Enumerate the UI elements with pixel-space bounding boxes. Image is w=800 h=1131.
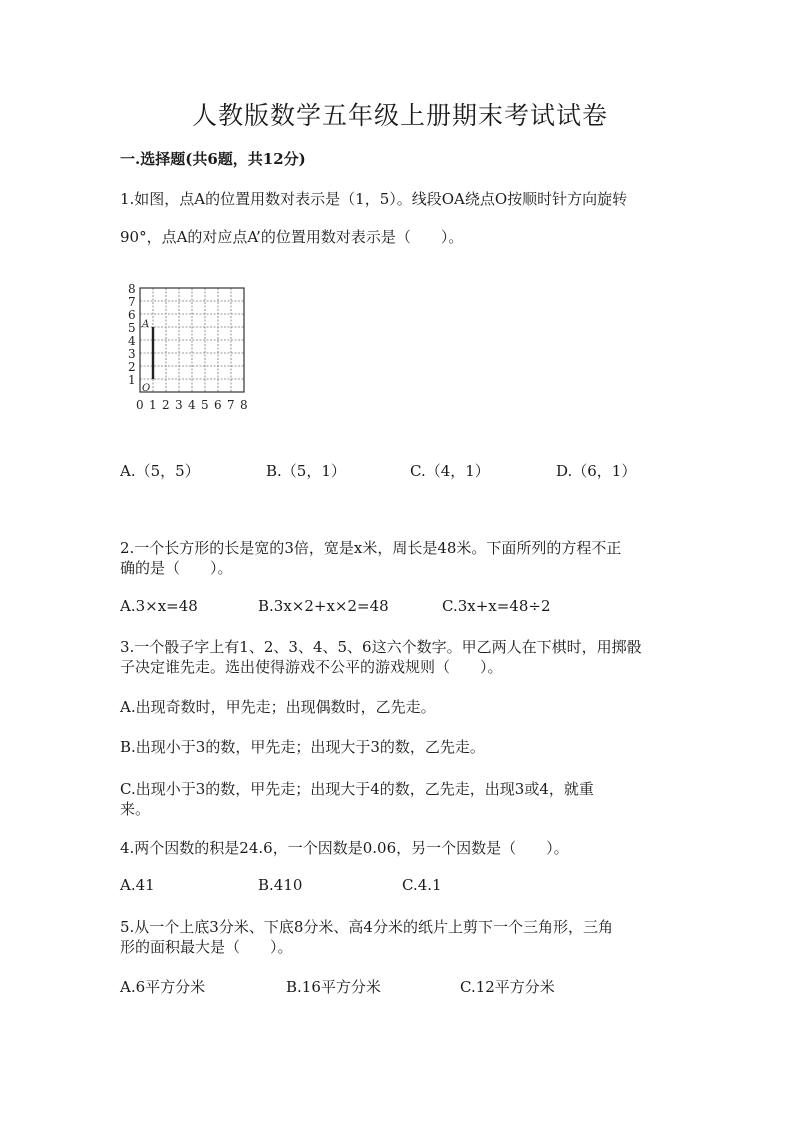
x-axis-labels [136, 398, 248, 412]
y-tick-label: 2 [128, 360, 136, 374]
x-tick-label: 5 [201, 398, 209, 412]
question-2-line-1: 2.一个长方形的长是宽的3倍，宽是x米，周长是48米。下面所列的方程不正 [120, 539, 622, 557]
y-axis-labels [128, 282, 136, 387]
question-1-option-d: D.（6，1） [556, 462, 637, 480]
y-tick-label: 5 [128, 321, 136, 335]
x-tick-label: 1 [149, 398, 157, 412]
question-4-option-c: C.4.1 [402, 876, 442, 894]
page-title: 人教版数学五年级上册期末考试试卷 [191, 101, 608, 130]
grid-lines [140, 288, 244, 392]
question-4-option-a: A.41 [120, 876, 155, 894]
question-4-option-b: B.410 [258, 876, 303, 894]
y-tick-label: 7 [128, 295, 136, 309]
question-5-option-b: B.16平方分米 [286, 978, 381, 996]
question-3-option-c-continued: 来。 [120, 800, 151, 818]
question-1-line-1: 1.如图，点A的位置用数对表示是（1，5）。线段OA绕点O按顺时针方向旋转 [120, 190, 628, 208]
y-tick-label: 4 [128, 334, 136, 348]
x-tick-label: 8 [240, 398, 248, 412]
point-a-label: A [142, 319, 150, 330]
point-o-label: O [142, 383, 151, 394]
question-2-option-a: A.3×x=48 [120, 597, 198, 615]
question-1-option-c: C.（4，1） [410, 462, 490, 480]
coordinate-grid-figure [118, 280, 253, 415]
x-tick-label: 7 [227, 398, 235, 412]
question-3-line-1: 3.一个骰子字上有1、2、3、4、5、6这六个数字。甲乙两人在下棋时，用掷骰 [120, 638, 642, 656]
x-tick-label: 3 [175, 398, 183, 412]
question-3-option-b: B.出现小于3的数，甲先走；出现大于3的数，乙先走。 [120, 738, 485, 756]
section-heading: 一.选择题(共6题，共12分) [120, 150, 306, 168]
question-3-option-a: A.出现奇数时，甲先走；出现偶数时，乙先走。 [120, 698, 436, 716]
x-tick-label: 2 [162, 398, 170, 412]
question-3-line-2: 子决定谁先走。选出使得游戏不公平的游戏规则（ ）。 [120, 658, 503, 676]
question-2-line-2: 确的是（ ）。 [120, 559, 233, 577]
y-tick-label: 1 [128, 373, 136, 387]
question-2-option-c: C.3x+x=48÷2 [442, 597, 551, 615]
y-tick-label: 6 [128, 308, 136, 322]
question-2-option-b: B.3x×2+x×2=48 [258, 597, 389, 615]
question-1-option-a: A.（5，5） [120, 462, 200, 480]
question-5-option-c: C.12平方分米 [460, 978, 555, 996]
question-1-option-b: B.（5，1） [266, 462, 346, 480]
x-tick-label: 4 [188, 398, 196, 412]
x-tick-label: 6 [214, 398, 222, 412]
question-1-line-2: 90°，点A的对应点A’的位置用数对表示是（ ）。 [120, 228, 464, 246]
y-tick-label: 8 [128, 282, 136, 296]
x-tick-label: 0 [136, 398, 144, 412]
question-5-line-1: 5.从一个上底3分米、下底8分米、高4分米的纸片上剪下一个三角形，三角 [120, 918, 613, 936]
question-5-line-2: 形的面积最大是（ ）。 [120, 938, 293, 956]
y-tick-label: 3 [128, 347, 136, 361]
question-4-line-1: 4.两个因数的积是24.6，一个因数是0.06，另一个因数是（ ）。 [120, 839, 569, 857]
question-3-option-c: C.出现小于3的数，甲先走；出现大于4的数，乙先走，出现3或4，就重 [120, 780, 594, 798]
question-5-option-a: A.6平方分米 [120, 978, 206, 996]
